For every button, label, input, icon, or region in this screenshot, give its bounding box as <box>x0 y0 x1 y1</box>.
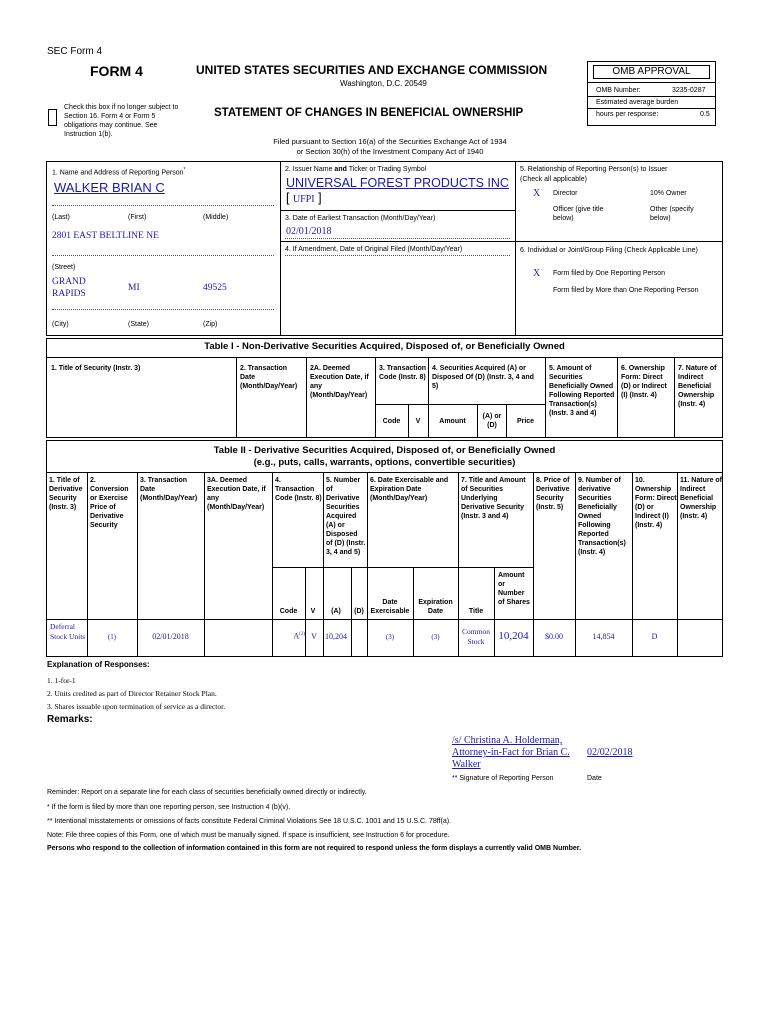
box4-label: 4. If Amendment, Date of Original Filed (Month/Day/Year) <box>285 246 463 253</box>
omb-number-value: 3235-0287 <box>672 87 706 94</box>
form-filed-one-person: Form filed by One Reporting Person <box>553 270 666 277</box>
filed-pursuant-line-1: Filed pursuant to Section 16(a) of the Securities Exchange Act of 1934 <box>273 137 507 146</box>
t2-row-date: 02/01/2018 <box>152 632 189 641</box>
state-label: (State) <box>128 321 150 328</box>
issuer-name-link[interactable]: UNIVERSAL FOREST PRODUCTS INC <box>286 176 509 190</box>
t1-sub-code: Code <box>382 418 401 425</box>
one-person-check-mark: X <box>533 268 541 279</box>
t1-col-securities: 4. Securities Acquired (A) or Disposed Of (D) (Instr. 3, 4 and 5) <box>432 365 534 390</box>
filed-pursuant-line-2: or Section 30(h) of the Investment Company Act of 1940 <box>296 147 484 156</box>
no-longer-subject-checkbox[interactable] <box>48 109 57 126</box>
omb-number-label: OMB Number: <box>596 87 641 94</box>
statement-title: STATEMENT OF CHANGES IN BENEFICIAL OWNERSHIP <box>214 107 524 119</box>
street-label: (Street) <box>52 264 76 271</box>
signature-label: ** Signature of Reporting Person <box>452 775 554 782</box>
t1-sub-a-or-d: (A) or (D) <box>482 413 502 429</box>
footnote-2: ** Intentional misstatements or omissions of facts constitute Federal Criminal Violations See 18 U.S.C. 1001 and 15 U.S.C. 78ff(a). <box>47 818 451 825</box>
t1-col-nature: 7. Nature of Indirect Beneficial Ownership (Instr. 4) <box>678 365 717 408</box>
t1-sub-price: Price <box>516 418 535 425</box>
zip-label: (Zip) <box>203 321 218 328</box>
t2-row-date-exercisable: (3) <box>385 633 395 641</box>
checkbox-note: Check this box if no longer subject to Section 16. Form 4 or Form 5 obligations may continue. See Instruction 1(b). <box>64 104 179 138</box>
omb-hours-value: 0.5 <box>700 111 710 118</box>
issuer-block: UNIVERSAL FOREST PRODUCTS INC [ UFPI ] <box>286 176 509 205</box>
explanation-heading: Explanation of Responses: <box>47 660 150 669</box>
other-label: Other (specify below) <box>650 206 694 222</box>
t2-sub-title: Title <box>468 608 484 615</box>
zip-value: 49525 <box>203 283 227 293</box>
t2-sub-date-exercisable: Date Exercisable <box>370 599 410 615</box>
form-filed-more-persons: Form filed by More than One Reporting Person <box>553 287 699 294</box>
state-value: MI <box>128 283 140 293</box>
city-value: GRAND RAPIDS <box>52 277 86 299</box>
t2-row-conversion: (1) <box>107 633 117 641</box>
t2-row-code: $A^{(2)}$ <box>293 631 305 641</box>
form-title: FORM 4 <box>90 63 143 79</box>
reminder-text: Reminder: Report on a separate line for each class of securities beneficially owned directly or indirectly. <box>47 789 367 796</box>
omb-persons-notice: Persons who respond to the collection of information contained in this form are not required to respond unless the form displays a currently valid OMB Number. <box>47 845 582 852</box>
explanation-item-1: 1. 1-for-1 <box>47 676 76 685</box>
box6-label: 6. Individual or Joint/Group Filing (Check Applicable Line) <box>520 247 698 254</box>
t1-col-transaction-date: 2. Transaction Date (Month/Day/Year) <box>240 365 298 390</box>
t2-row-underlying-title: Common Stock <box>462 627 490 646</box>
footnote-1: * If the form is filed by more than one reporting person, see Instruction 4 (b)(v). <box>47 804 291 811</box>
t1-col-title: 1. Title of Security (Instr. 3) <box>51 365 141 372</box>
t2-row-price: $0.00 <box>545 632 563 641</box>
t1-sub-v: V <box>415 418 421 425</box>
t2-sub-code: Code <box>279 608 298 615</box>
footnote-3: Note: File three copies of this Form, one of which must be manually signed. If space is insufficient, see Instruction 6 for procedure. <box>47 832 450 839</box>
t2-col-underlying: 7. Title and Amount of Securities Underlying Derivative Security (Instr. 3 and 4) <box>461 477 526 520</box>
omb-approval-title: OMB APPROVAL <box>593 65 710 79</box>
t1-col-transaction-code: 3. Transaction Code (Instr. 8) <box>379 365 427 381</box>
t2-col-title: 1. Title of Derivative Security (Instr. 3) <box>49 477 83 511</box>
t2-col-nature: 11. Nature of Indirect Beneficial Ownership (Instr. 4) <box>680 477 723 520</box>
agency-address: Washington, D.C. 20549 <box>340 79 427 88</box>
sec-form-label: SEC Form 4 <box>47 46 103 57</box>
t1-sub-amount: Amount <box>439 418 466 425</box>
signature-name[interactable]: /s/ Christina A. Holderman, Attorney-in-Fact for Brian C. Walker <box>452 735 570 770</box>
t2-row-v: V <box>311 632 317 641</box>
officer-label: Officer (give title below) <box>553 206 604 222</box>
t2-sub-amount-shares: Amount or Number of Shares <box>498 572 530 606</box>
t1-col-deemed-date: 2A. Deemed Execution Date, if any (Month/Day/Year) <box>310 365 369 399</box>
box5-sub: (Check all applicable) <box>520 176 587 183</box>
ticker-value: UFPI <box>292 194 315 205</box>
ten-percent-owner-label: 10% Owner <box>650 190 687 197</box>
t2-col-owned: 9. Number of derivative Securities Beneficially Owned Following Reported Transaction(s) (Instr. 4) <box>578 477 626 556</box>
table-1-title: Table I - Non-Derivative Securities Acquired, Disposed of, or Beneficially Owned <box>204 341 565 352</box>
t2-sub-v: V <box>310 608 316 615</box>
t2-sub-a: (A) <box>331 608 341 615</box>
t2-sub-d: (D) <box>354 608 364 615</box>
remarks-heading: Remarks: <box>47 714 93 725</box>
street-value: 2801 EAST BELTLINE NE <box>52 231 159 241</box>
first-label: (First) <box>128 214 147 221</box>
table-2-title: Table II - Derivative Securities Acquired, Disposed of, or Beneficially Owned <box>213 445 556 456</box>
omb-hours-label: hours per response: <box>596 111 659 118</box>
city-label: (City) <box>52 321 69 328</box>
director-check-mark: X <box>533 188 541 199</box>
agency-title: UNITED STATES SECURITIES AND EXCHANGE COMMISSION <box>196 63 548 77</box>
t1-col-amount-owned: 5. Amount of Securities Beneficially Owned Following Reported Transaction(s) (Instr. 3 and 4) <box>549 365 615 417</box>
middle-label: (Middle) <box>203 214 229 221</box>
t2-sub-expiration: Expiration Date <box>418 599 453 615</box>
signature-date: 02/02/2018 <box>587 747 633 758</box>
t2-col-exercisable: 6. Date Exercisable and Expiration Date (Month/Day/Year) <box>370 477 449 502</box>
t2-col-price: 8. Price of Derivative Security (Instr. 5) <box>536 477 570 511</box>
t2-col-number-derivative: 5. Number of Derivative Securities Acquired (A) or Disposed of (D) (Instr. 3, 4 and 5) <box>326 477 366 556</box>
t2-row-owned: 14,854 <box>592 632 615 641</box>
t2-row-acquired: 10,204 <box>325 632 347 641</box>
t2-row-title: Deferral Stock Units <box>50 622 86 641</box>
box5-label: 5. Relationship of Reporting Person(s) to Issuer <box>520 166 668 173</box>
t2-col-transaction-date: 3. Transaction Date (Month/Day/Year) <box>140 477 198 502</box>
t1-col-ownership-form: 6. Ownership Form: Direct (D) or Indirect (I) (Instr. 4) <box>621 365 667 399</box>
explanation-item-2: 2. Units credited as part of Director Retainer Stock Plan. <box>47 689 217 698</box>
omb-burden-label: Estimated average burden <box>596 99 679 106</box>
box2-label: 2. Issuer Name and Ticker or Trading Symbol <box>285 166 427 173</box>
t2-col-ownership-form: 10. Ownership Form: Direct (D) or Indirect (I) (Instr. 4) <box>635 477 677 529</box>
box1-label: 1. Name and Address of Reporting Person* <box>52 167 186 177</box>
director-label: Director <box>553 190 578 197</box>
reporting-person-name-link[interactable]: WALKER BRIAN C <box>54 180 165 195</box>
explanation-item-3: 3. Shares issuable upon termination of service as a director. <box>47 702 226 711</box>
t2-col-deemed-date: 3A. Deemed Execution Date, if any (Month/Day/Year) <box>207 477 266 511</box>
date-label: Date <box>587 775 602 782</box>
t2-col-conversion: 2. Conversion or Exercise Price of Derivative Security <box>90 477 129 529</box>
last-label: (Last) <box>52 214 70 221</box>
t2-row-ownership-form: D <box>651 632 658 641</box>
t2-col-transaction-code: 4. Transaction Code (Instr. 8) <box>275 477 322 502</box>
t2-row-expiration: (3) <box>431 633 440 641</box>
t2-row-underlying-amount: 10,204 <box>498 630 529 642</box>
table-2-subtitle: (e.g., puts, calls, warrants, options, convertible securities) <box>253 457 516 468</box>
box3-label: 3. Date of Earliest Transaction (Month/Day/Year) <box>285 215 436 222</box>
earliest-transaction-date: 02/01/2018 <box>286 226 332 237</box>
